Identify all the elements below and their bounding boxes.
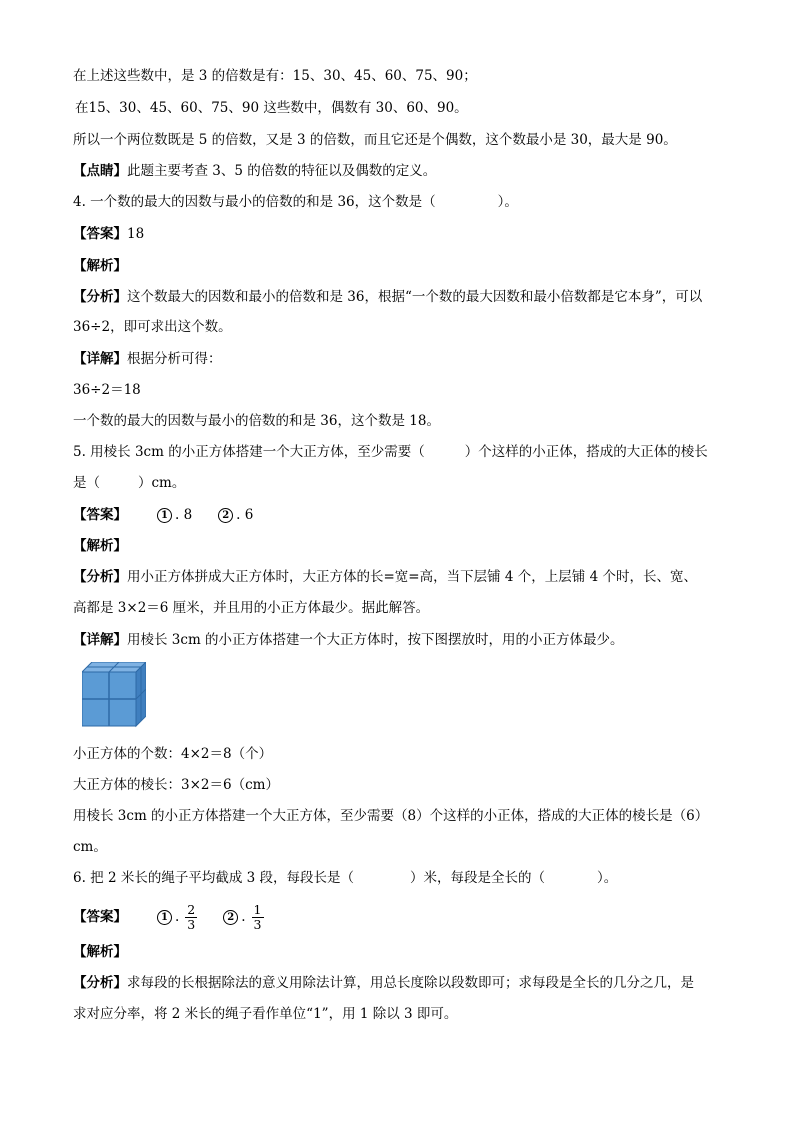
answer-6: 【答案】 1 . $\frac{2}{3}$ 2 . $\frac{1}{3}$ xyxy=(73,902,262,932)
question-4: 4. 一个数的最大的因数与最小的倍数的和是 36，这个数是（ ）。 xyxy=(73,194,518,210)
detail-text: cm。 xyxy=(73,839,107,855)
answer-tag: 【答案】 xyxy=(73,226,127,242)
detail-text: 用棱长 3cm 的小正方体搭建一个大正方体，至少需要（8）个这样的小正体，搭成的大正体的棱长是（6） xyxy=(73,808,709,824)
detail-text: 【详解】根据分析可得： xyxy=(73,351,222,367)
analysis-heading: 【解析】 xyxy=(73,944,127,960)
detail-text: 【详解】用棱长 3cm 的小正方体搭建一个大正方体时，按下图摆放时，用的小正方体最少。 xyxy=(73,632,624,648)
circled-number: 2 xyxy=(218,508,233,523)
text-line: 在15、30、45、60、75、90 这些数中，偶数有 30、60、90。 xyxy=(75,100,468,116)
question-6: 6. 把 2 米长的绳子平均截成 3 段，每段长是（ ）米，每段是全长的（ ）。 xyxy=(73,870,618,886)
analysis-heading: 【解析】 xyxy=(73,538,127,554)
analysis-text: 求对应分率，将 2 米长的绳子看作单位“1”，用 1 除以 3 即可。 xyxy=(73,1006,458,1022)
analysis-text: 【分析】这个数最大的因数和最小的倍数和是 36，根据“一个数的最大因数和最小倍数都是它本身”，可以 xyxy=(73,289,703,305)
question-5-cont: 是（ ）cm。 xyxy=(73,475,186,491)
circled-number: 1 xyxy=(157,508,172,523)
text-line: 所以一个两位数既是 5 的倍数，又是 3 的倍数，而且它还是个偶数，这个数最小是 30，最大是 90。 xyxy=(73,132,677,148)
detail-text: 一个数的最大的因数与最小的倍数的和是 36，这个数是 18。 xyxy=(73,413,440,429)
analysis-heading: 【解析】 xyxy=(73,258,127,274)
analysis-text: 36÷2，即可求出这个数。 xyxy=(73,319,232,335)
circled-number: 2 xyxy=(223,910,238,925)
analysis-text: 高都是 3×2＝6 厘米，并且用的小正方体最少。据此解答。 xyxy=(73,600,430,616)
answer-4: 【答案】18 xyxy=(73,226,145,242)
detail-text: 大正方体的棱长：3×2＝6（cm） xyxy=(73,777,279,793)
answer-5: 【答案】 1 . 8 2 . 6 xyxy=(73,507,254,523)
question-5: 5. 用棱长 3cm 的小正方体搭建一个大正方体，至少需要（ ）个这样的小正体，搭成的大正体的棱长 xyxy=(73,444,708,460)
circled-number: 1 xyxy=(157,910,172,925)
analysis-text: 【分析】用小正方体拼成大正方体时，大正方体的长=宽=高，当下层铺 4 个，上层铺 4 个时，长、宽、 xyxy=(73,569,697,585)
fraction: $\frac{2}{3}$ xyxy=(187,902,196,932)
detail-text: 小正方体的个数：4×2＝8（个） xyxy=(73,746,273,762)
analysis-text: 【分析】求每段的长根据除法的意义用除法计算，用总长度除以段数即可；求每段是全长的几分之几，是 xyxy=(73,975,694,991)
detail-text: 36÷2＝18 xyxy=(73,382,141,398)
text-line: 在上述这些数中，是 3 的倍数是有：15、30、45、60、75、90； xyxy=(73,68,477,84)
cube-icon xyxy=(82,662,146,728)
fraction: $\frac{1}{3}$ xyxy=(253,902,262,932)
key-point-tag: 【点睛】 xyxy=(73,163,127,179)
key-point-line: 【点睛】此题主要考查 3、5 的倍数的特征以及偶数的定义。 xyxy=(73,163,437,179)
